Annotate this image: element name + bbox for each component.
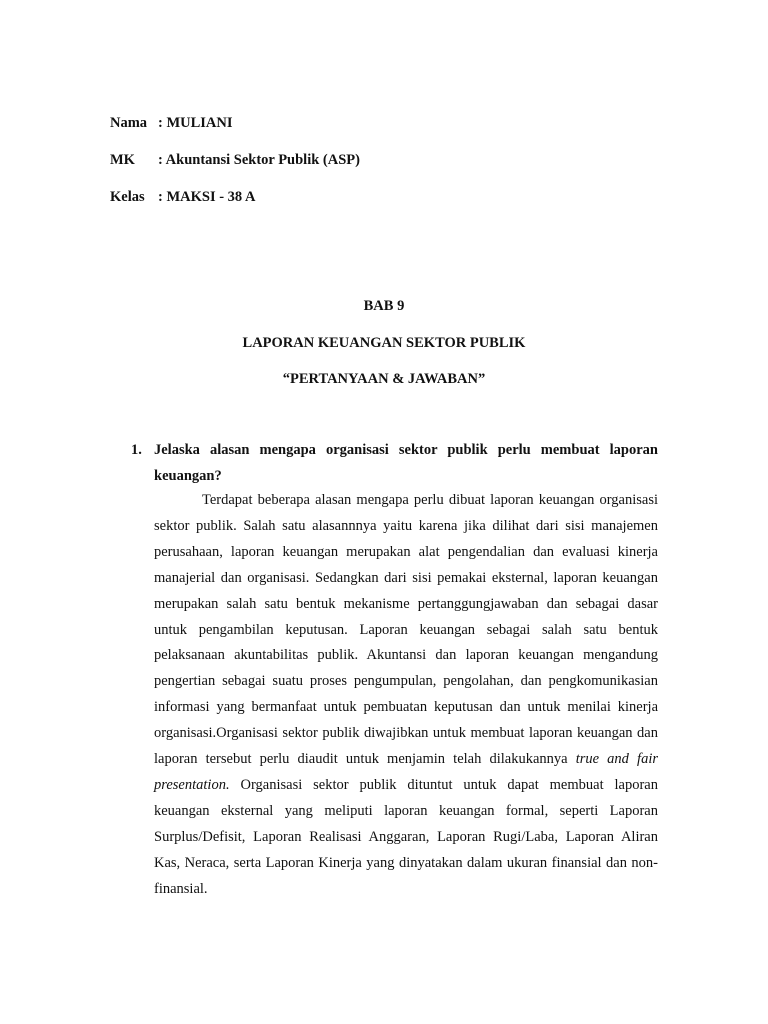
question-text: Jelaska alasan mengapa organisasi sektor publik perlu membuat laporan keuangan? bbox=[154, 442, 658, 484]
answer-text-part2: Organisasi sektor publik dituntut untuk dapat membuat laporan keuangan eksternal yang meliputi laporan keuangan formal, seperti Laporan Surplus/Defisit, Laporan Realisasi Anggaran, Laporan Rugi/Laba, Laporan Aliran Kas, Neraca, serta Laporan Kinerja yang dinyatakan dalam ukuran finansial dan non-finansial. bbox=[154, 776, 658, 897]
mk-label: MK bbox=[110, 152, 135, 168]
kelas-value: : MAKSI - 38 A bbox=[158, 189, 256, 205]
answer-paragraph bbox=[154, 488, 658, 903]
answer-1 bbox=[154, 488, 658, 903]
mk-value: : Akuntansi Sektor Publik (ASP) bbox=[158, 152, 360, 168]
kelas-label: Kelas bbox=[110, 189, 145, 205]
sub-title: “PERTANYAAN & JAWABAN” bbox=[282, 371, 486, 387]
mk-row bbox=[110, 151, 360, 188]
student-info bbox=[110, 114, 360, 225]
kelas-row bbox=[110, 188, 360, 225]
chapter-title: BAB 9 bbox=[363, 298, 405, 314]
answer-italic-phrase: true and fair presentation. bbox=[154, 751, 658, 793]
question-number: 1. bbox=[131, 442, 142, 458]
nama-value: : MULIANI bbox=[158, 115, 233, 131]
title-block bbox=[0, 297, 768, 407]
question-1 bbox=[131, 438, 658, 489]
nama-row bbox=[110, 114, 360, 151]
answer-text-part1: Terdapat beberapa alasan mengapa perlu dibuat laporan keuangan organisasi sektor publik. Salah satu alasannnya yaitu karena jika dilihat dari sisi manajemen perusahaan, laporan keuangan merupakan alat pengendalian dan evaluasi kinerja manajerial dan organisasi. Sedangkan dari sisi pemakai eksternal, laporan keuangan merupakan salah satu bentuk mekanisme pertanggungjawaban dan sebagai dasar untuk pengambilan keputusan. Laporan keuangan sebagai salah satu bentuk pelaksanaan akuntabilitas publik. Akuntansi dan laporan keuangan mengandung pengertian sebagai suatu proses pengumpulan, pengolahan, dan pengkomunikasian informasi yang bermanfaat untuk pembuatan keputusan dan untuk menilai kinerja organisasi.Organisasi sektor publik diwajibkan untuk membuat laporan keuangan dan laporan tersebut perlu diaudit untuk menjamin telah dilakukannya bbox=[154, 492, 658, 768]
nama-label: Nama bbox=[110, 115, 148, 131]
main-title: LAPORAN KEUANGAN SEKTOR PUBLIK bbox=[242, 334, 526, 351]
